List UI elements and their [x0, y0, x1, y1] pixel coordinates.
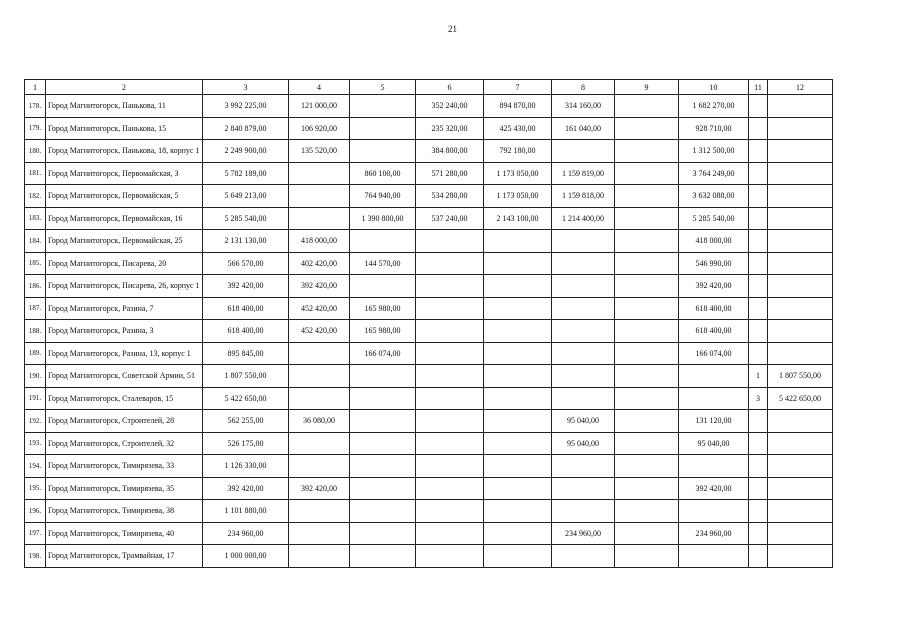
- row-number: 195.: [25, 477, 46, 500]
- col-12-value: [768, 320, 833, 343]
- col-10-value: 1 682 270,00: [679, 95, 749, 118]
- col-8-value: [552, 342, 615, 365]
- col-8-value: [552, 140, 615, 163]
- col-12-value: [768, 230, 833, 253]
- col-11-value: [749, 342, 768, 365]
- col-7-value: [484, 297, 552, 320]
- col-12-value: [768, 500, 833, 523]
- col-3-value: 1 101 880,00: [203, 500, 289, 523]
- table-row: [25, 117, 833, 140]
- row-number: 179.: [25, 117, 46, 140]
- col-11-value: [749, 297, 768, 320]
- address: Город Магнитогорск, Трамвайная, 17: [46, 545, 203, 568]
- col-3-value: 526 175,00: [203, 432, 289, 455]
- table-row: [25, 365, 833, 388]
- table-row: [25, 140, 833, 163]
- col-10-value: 234 960,00: [679, 522, 749, 545]
- col-5-value: [350, 455, 416, 478]
- col-11-value: [749, 230, 768, 253]
- col-11-value: [749, 275, 768, 298]
- col-12-value: [768, 95, 833, 118]
- col-11-value: [749, 252, 768, 275]
- col-3-value: 895 845,00: [203, 342, 289, 365]
- col-11-value: [749, 117, 768, 140]
- column-header-1: 1: [25, 80, 46, 95]
- col-11-value: [749, 500, 768, 523]
- col-5-value: [350, 432, 416, 455]
- col-11-value: [749, 410, 768, 433]
- address: Город Магнитогорск, Панькова, 15: [46, 117, 203, 140]
- col-8-value: [552, 275, 615, 298]
- col-7-value: [484, 230, 552, 253]
- col-12-value: [768, 140, 833, 163]
- col-10-value: 3 764 249,00: [679, 162, 749, 185]
- col-3-value: 2 131 130,00: [203, 230, 289, 253]
- col-10-value: [679, 455, 749, 478]
- col-4-value: [289, 500, 350, 523]
- col-9-value: [615, 410, 679, 433]
- col-8-value: [552, 320, 615, 343]
- row-number: 181.: [25, 162, 46, 185]
- address: Город Магнитогорск, Разина, 7: [46, 297, 203, 320]
- address: Город Магнитогорск, Первомайская, 16: [46, 207, 203, 230]
- col-4-value: [289, 545, 350, 568]
- col-3-value: 392 420,00: [203, 275, 289, 298]
- col-7-value: 1 173 050,00: [484, 162, 552, 185]
- col-4-value: 106 920,00: [289, 117, 350, 140]
- col-7-value: 1 173 050,00: [484, 185, 552, 208]
- col-3-value: 5 285 540,00: [203, 207, 289, 230]
- col-3-value: 5 649 213,00: [203, 185, 289, 208]
- col-8-value: [552, 252, 615, 275]
- row-number: 187.: [25, 297, 46, 320]
- col-5-value: [350, 477, 416, 500]
- col-4-value: 121 000,00: [289, 95, 350, 118]
- col-7-value: [484, 275, 552, 298]
- col-5-value: [350, 522, 416, 545]
- col-10-value: 5 285 540,00: [679, 207, 749, 230]
- col-4-value: 135 520,00: [289, 140, 350, 163]
- address: Город Магнитогорск, Писарева, 20: [46, 252, 203, 275]
- table-row: [25, 162, 833, 185]
- table-row: [25, 432, 833, 455]
- col-12-value: [768, 342, 833, 365]
- col-12-value: [768, 275, 833, 298]
- col-6-value: [416, 410, 484, 433]
- col-12-value: [768, 477, 833, 500]
- col-6-value: [416, 477, 484, 500]
- col-9-value: [615, 432, 679, 455]
- col-4-value: 392 420,00: [289, 275, 350, 298]
- col-11-value: [749, 95, 768, 118]
- data-table: [24, 79, 833, 568]
- address: Город Магнитогорск, Первомайская, 25: [46, 230, 203, 253]
- col-10-value: 131 120,00: [679, 410, 749, 433]
- col-11-value: 1: [749, 365, 768, 388]
- col-8-value: 161 040,00: [552, 117, 615, 140]
- col-5-value: [350, 500, 416, 523]
- address: Город Магнитогорск, Писарева, 26, корпус 1: [46, 275, 203, 298]
- col-5-value: [350, 545, 416, 568]
- col-6-value: [416, 275, 484, 298]
- col-8-value: [552, 297, 615, 320]
- col-4-value: [289, 365, 350, 388]
- col-6-value: [416, 320, 484, 343]
- col-10-value: 418 000,00: [679, 230, 749, 253]
- col-5-value: 144 570,00: [350, 252, 416, 275]
- col-6-value: [416, 230, 484, 253]
- col-7-value: [484, 545, 552, 568]
- col-12-value: [768, 297, 833, 320]
- col-6-value: [416, 387, 484, 410]
- col-12-value: 1 807 550,00: [768, 365, 833, 388]
- col-5-value: [350, 275, 416, 298]
- col-5-value: 1 390 800,00: [350, 207, 416, 230]
- col-8-value: 1 214 400,00: [552, 207, 615, 230]
- col-9-value: [615, 162, 679, 185]
- col-3-value: 5 782 189,00: [203, 162, 289, 185]
- col-4-value: [289, 387, 350, 410]
- col-7-value: 2 143 100,00: [484, 207, 552, 230]
- col-8-value: 314 160,00: [552, 95, 615, 118]
- col-4-value: 36 080,00: [289, 410, 350, 433]
- col-4-value: 452 420,00: [289, 320, 350, 343]
- column-header-12: 12: [768, 80, 833, 95]
- col-7-value: [484, 500, 552, 523]
- table-row: [25, 387, 833, 410]
- col-9-value: [615, 230, 679, 253]
- col-12-value: [768, 545, 833, 568]
- col-10-value: 95 040,00: [679, 432, 749, 455]
- col-8-value: [552, 500, 615, 523]
- col-3-value: 2 840 879,00: [203, 117, 289, 140]
- column-header-7: 7: [484, 80, 552, 95]
- table-row: [25, 95, 833, 118]
- col-5-value: 165 980,00: [350, 297, 416, 320]
- table-row: [25, 230, 833, 253]
- col-10-value: 392 420,00: [679, 477, 749, 500]
- col-8-value: 95 040,00: [552, 410, 615, 433]
- address: Город Магнитогорск, Тимирязева, 33: [46, 455, 203, 478]
- column-header-4: 4: [289, 80, 350, 95]
- col-12-value: [768, 252, 833, 275]
- row-number: 198.: [25, 545, 46, 568]
- col-5-value: 166 074,00: [350, 342, 416, 365]
- col-12-value: 5 422 650,00: [768, 387, 833, 410]
- col-7-value: [484, 320, 552, 343]
- col-7-value: 792 180,00: [484, 140, 552, 163]
- col-3-value: 562 255,00: [203, 410, 289, 433]
- column-header-10: 10: [679, 80, 749, 95]
- col-8-value: [552, 477, 615, 500]
- col-3-value: 5 422 650,00: [203, 387, 289, 410]
- col-11-value: [749, 477, 768, 500]
- row-number: 180.: [25, 140, 46, 163]
- col-5-value: [350, 410, 416, 433]
- col-7-value: [484, 410, 552, 433]
- col-8-value: [552, 230, 615, 253]
- col-8-value: [552, 545, 615, 568]
- col-10-value: 392 420,00: [679, 275, 749, 298]
- address: Город Магнитогорск, Тимирязева, 40: [46, 522, 203, 545]
- col-10-value: 3 632 088,00: [679, 185, 749, 208]
- col-12-value: [768, 162, 833, 185]
- col-4-value: 402 420,00: [289, 252, 350, 275]
- col-5-value: [350, 365, 416, 388]
- col-4-value: [289, 455, 350, 478]
- col-10-value: 1 312 500,00: [679, 140, 749, 163]
- col-4-value: [289, 162, 350, 185]
- col-3-value: 1 000 000,00: [203, 545, 289, 568]
- col-4-value: 392 420,00: [289, 477, 350, 500]
- col-12-value: [768, 432, 833, 455]
- row-number: 178.: [25, 95, 46, 118]
- col-9-value: [615, 365, 679, 388]
- header-row: [25, 80, 833, 95]
- table-row: [25, 545, 833, 568]
- col-11-value: 3: [749, 387, 768, 410]
- col-7-value: [484, 432, 552, 455]
- column-header-5: 5: [350, 80, 416, 95]
- row-number: 189.: [25, 342, 46, 365]
- column-header-11: 11: [749, 80, 768, 95]
- col-3-value: 3 992 225,00: [203, 95, 289, 118]
- table-body: [25, 95, 833, 568]
- col-6-value: 571 280,00: [416, 162, 484, 185]
- col-5-value: [350, 95, 416, 118]
- col-6-value: 352 240,00: [416, 95, 484, 118]
- row-number: 193.: [25, 432, 46, 455]
- col-6-value: [416, 545, 484, 568]
- col-10-value: 166 074,00: [679, 342, 749, 365]
- row-number: 197.: [25, 522, 46, 545]
- col-6-value: 537 240,00: [416, 207, 484, 230]
- col-3-value: 618 400,00: [203, 320, 289, 343]
- col-5-value: [350, 140, 416, 163]
- address: Город Магнитогорск, Разина, 13, корпус 1: [46, 342, 203, 365]
- col-12-value: [768, 410, 833, 433]
- col-6-value: [416, 500, 484, 523]
- column-header-6: 6: [416, 80, 484, 95]
- col-3-value: 1 126 330,00: [203, 455, 289, 478]
- col-11-value: [749, 140, 768, 163]
- table-row: [25, 342, 833, 365]
- address: Город Магнитогорск, Панькова, 11: [46, 95, 203, 118]
- row-number: 185.: [25, 252, 46, 275]
- table-row: [25, 252, 833, 275]
- col-6-value: [416, 432, 484, 455]
- col-7-value: [484, 342, 552, 365]
- row-number: 192.: [25, 410, 46, 433]
- col-11-value: [749, 162, 768, 185]
- col-11-value: [749, 207, 768, 230]
- col-5-value: 860 100,00: [350, 162, 416, 185]
- col-4-value: 418 000,00: [289, 230, 350, 253]
- table-row: [25, 455, 833, 478]
- col-8-value: 95 040,00: [552, 432, 615, 455]
- address: Город Магнитогорск, Сталеваров, 15: [46, 387, 203, 410]
- col-7-value: 894 870,00: [484, 95, 552, 118]
- col-7-value: [484, 365, 552, 388]
- table-row: [25, 185, 833, 208]
- col-9-value: [615, 500, 679, 523]
- table-row: [25, 320, 833, 343]
- col-8-value: [552, 365, 615, 388]
- col-6-value: [416, 297, 484, 320]
- column-header-2: 2: [46, 80, 203, 95]
- column-header-8: 8: [552, 80, 615, 95]
- column-header-3: 3: [203, 80, 289, 95]
- col-7-value: [484, 252, 552, 275]
- page-number: 21: [448, 24, 457, 34]
- col-10-value: 618 400,00: [679, 297, 749, 320]
- col-12-value: [768, 455, 833, 478]
- table-row: [25, 275, 833, 298]
- row-number: 184.: [25, 230, 46, 253]
- col-10-value: 618 400,00: [679, 320, 749, 343]
- col-10-value: [679, 545, 749, 568]
- col-9-value: [615, 140, 679, 163]
- table-row: [25, 477, 833, 500]
- col-5-value: [350, 387, 416, 410]
- row-number: 190.: [25, 365, 46, 388]
- col-4-value: [289, 342, 350, 365]
- row-number: 196.: [25, 500, 46, 523]
- col-9-value: [615, 455, 679, 478]
- row-number: 194.: [25, 455, 46, 478]
- table-row: [25, 522, 833, 545]
- col-9-value: [615, 207, 679, 230]
- col-8-value: [552, 455, 615, 478]
- col-8-value: 1 159 819,00: [552, 162, 615, 185]
- col-7-value: 425 430,00: [484, 117, 552, 140]
- col-4-value: 452 420,00: [289, 297, 350, 320]
- col-10-value: 546 990,00: [679, 252, 749, 275]
- col-6-value: 534 280,00: [416, 185, 484, 208]
- col-6-value: [416, 522, 484, 545]
- col-4-value: [289, 432, 350, 455]
- col-3-value: 566 570,00: [203, 252, 289, 275]
- col-9-value: [615, 95, 679, 118]
- col-11-value: [749, 522, 768, 545]
- col-9-value: [615, 387, 679, 410]
- col-11-value: [749, 455, 768, 478]
- row-number: 188.: [25, 320, 46, 343]
- col-11-value: [749, 432, 768, 455]
- col-3-value: 234 960,00: [203, 522, 289, 545]
- table-row: [25, 500, 833, 523]
- address: Город Магнитогорск, Тимирязева, 35: [46, 477, 203, 500]
- col-4-value: [289, 207, 350, 230]
- col-6-value: 384 800,00: [416, 140, 484, 163]
- col-3-value: 618 400,00: [203, 297, 289, 320]
- col-9-value: [615, 320, 679, 343]
- col-5-value: [350, 117, 416, 140]
- address: Город Магнитогорск, Строителей, 32: [46, 432, 203, 455]
- col-9-value: [615, 117, 679, 140]
- col-4-value: [289, 522, 350, 545]
- col-6-value: [416, 455, 484, 478]
- col-10-value: [679, 387, 749, 410]
- col-9-value: [615, 275, 679, 298]
- address: Город Магнитогорск, Панькова, 18, корпус 1: [46, 140, 203, 163]
- col-6-value: [416, 252, 484, 275]
- col-7-value: [484, 455, 552, 478]
- col-7-value: [484, 477, 552, 500]
- col-9-value: [615, 342, 679, 365]
- col-4-value: [289, 185, 350, 208]
- table-row: [25, 297, 833, 320]
- address: Город Магнитогорск, Первомайская, 5: [46, 185, 203, 208]
- col-3-value: 392 420,00: [203, 477, 289, 500]
- col-8-value: 1 159 818,00: [552, 185, 615, 208]
- table-row: [25, 207, 833, 230]
- col-9-value: [615, 185, 679, 208]
- col-3-value: 1 807 550,00: [203, 365, 289, 388]
- address: Город Магнитогорск, Строителей, 28: [46, 410, 203, 433]
- col-10-value: 928 710,00: [679, 117, 749, 140]
- col-12-value: [768, 117, 833, 140]
- col-9-value: [615, 477, 679, 500]
- col-12-value: [768, 207, 833, 230]
- col-6-value: 235 320,00: [416, 117, 484, 140]
- col-8-value: 234 960,00: [552, 522, 615, 545]
- row-number: 186.: [25, 275, 46, 298]
- col-11-value: [749, 185, 768, 208]
- col-5-value: [350, 230, 416, 253]
- col-5-value: 764 940,00: [350, 185, 416, 208]
- address: Город Магнитогорск, Разина, 3: [46, 320, 203, 343]
- row-number: 183.: [25, 207, 46, 230]
- column-header-9: 9: [615, 80, 679, 95]
- col-5-value: 165 980,00: [350, 320, 416, 343]
- col-9-value: [615, 545, 679, 568]
- col-10-value: [679, 365, 749, 388]
- col-3-value: 2 249 900,00: [203, 140, 289, 163]
- row-number: 191.: [25, 387, 46, 410]
- col-9-value: [615, 297, 679, 320]
- col-11-value: [749, 320, 768, 343]
- address: Город Магнитогорск, Тимирязева, 38: [46, 500, 203, 523]
- col-6-value: [416, 342, 484, 365]
- address: Город Магнитогорск, Советской Армии, 51: [46, 365, 203, 388]
- col-9-value: [615, 252, 679, 275]
- col-12-value: [768, 522, 833, 545]
- col-10-value: [679, 500, 749, 523]
- col-7-value: [484, 387, 552, 410]
- col-12-value: [768, 185, 833, 208]
- table-row: [25, 410, 833, 433]
- col-7-value: [484, 522, 552, 545]
- col-9-value: [615, 522, 679, 545]
- col-11-value: [749, 545, 768, 568]
- col-8-value: [552, 387, 615, 410]
- row-number: 182.: [25, 185, 46, 208]
- address: Город Магнитогорск, Первомайская, 3: [46, 162, 203, 185]
- col-6-value: [416, 365, 484, 388]
